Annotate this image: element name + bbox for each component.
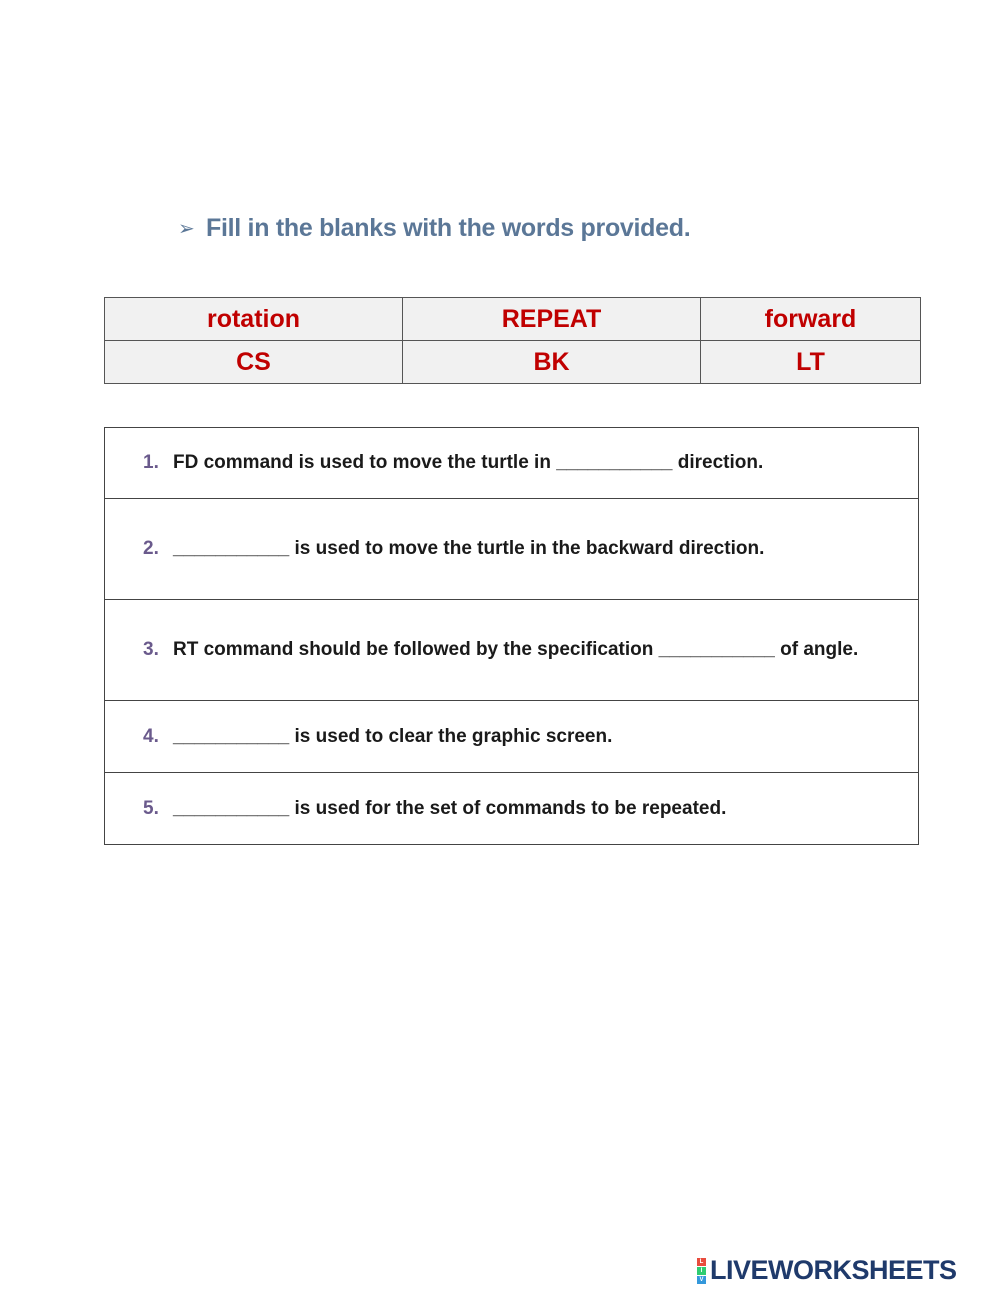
question-text bbox=[173, 726, 612, 748]
answer-blank[interactable]: ___________ bbox=[658, 639, 775, 660]
arrow-bullet-icon: ➢ bbox=[178, 218, 195, 240]
questions-box bbox=[104, 427, 919, 845]
word-bank-cell: REPEAT bbox=[403, 298, 701, 341]
word-bank-row bbox=[105, 298, 921, 341]
question-row bbox=[105, 701, 918, 773]
question-before: FD command is used to move the turtle in bbox=[173, 452, 557, 473]
question-number: 3. bbox=[143, 639, 159, 660]
question-text bbox=[173, 538, 764, 560]
question-after: is used to move the turtle in the backward direction. bbox=[289, 538, 765, 559]
word-bank-cell: LT bbox=[701, 341, 921, 384]
question-before: RT command should be followed by the specification bbox=[173, 639, 659, 660]
question-row bbox=[105, 773, 918, 844]
question-after: direction. bbox=[672, 452, 764, 473]
logo-mark-icon bbox=[697, 1258, 706, 1284]
instruction-heading bbox=[178, 214, 690, 243]
word-bank-cell: BK bbox=[403, 341, 701, 384]
answer-blank[interactable]: ___________ bbox=[173, 725, 290, 747]
question-number: 1. bbox=[143, 452, 159, 473]
question-row bbox=[105, 600, 918, 701]
liveworksheets-logo bbox=[697, 1255, 957, 1286]
question-after: of angle. bbox=[774, 639, 859, 660]
word-bank-cell: forward bbox=[701, 298, 921, 341]
question-row bbox=[105, 428, 918, 499]
question-text bbox=[173, 798, 726, 820]
logo-mark-letter: I bbox=[697, 1267, 706, 1275]
word-bank-row bbox=[105, 341, 921, 384]
question-row bbox=[105, 499, 918, 600]
word-bank-cell: CS bbox=[105, 341, 403, 384]
word-bank-cell: rotation bbox=[105, 298, 403, 341]
question-text bbox=[173, 452, 763, 474]
logo-mark-letter: L bbox=[697, 1258, 706, 1266]
question-number: 4. bbox=[143, 725, 159, 747]
logo-text: LIVEWORKSHEETS bbox=[710, 1255, 957, 1285]
answer-blank[interactable]: ___________ bbox=[556, 452, 673, 473]
question-after: is used for the set of commands to be repeated. bbox=[289, 797, 727, 819]
question-after: is used to clear the graphic screen. bbox=[289, 725, 613, 747]
word-bank-table bbox=[104, 297, 921, 384]
question-text bbox=[173, 639, 858, 661]
instruction-text: Fill in the blanks with the words provided. bbox=[206, 214, 691, 242]
question-number: 5. bbox=[143, 797, 159, 819]
answer-blank[interactable]: ___________ bbox=[173, 538, 290, 559]
logo-mark-letter: V bbox=[697, 1276, 706, 1284]
question-number: 2. bbox=[143, 538, 159, 559]
answer-blank[interactable]: ___________ bbox=[173, 797, 290, 819]
